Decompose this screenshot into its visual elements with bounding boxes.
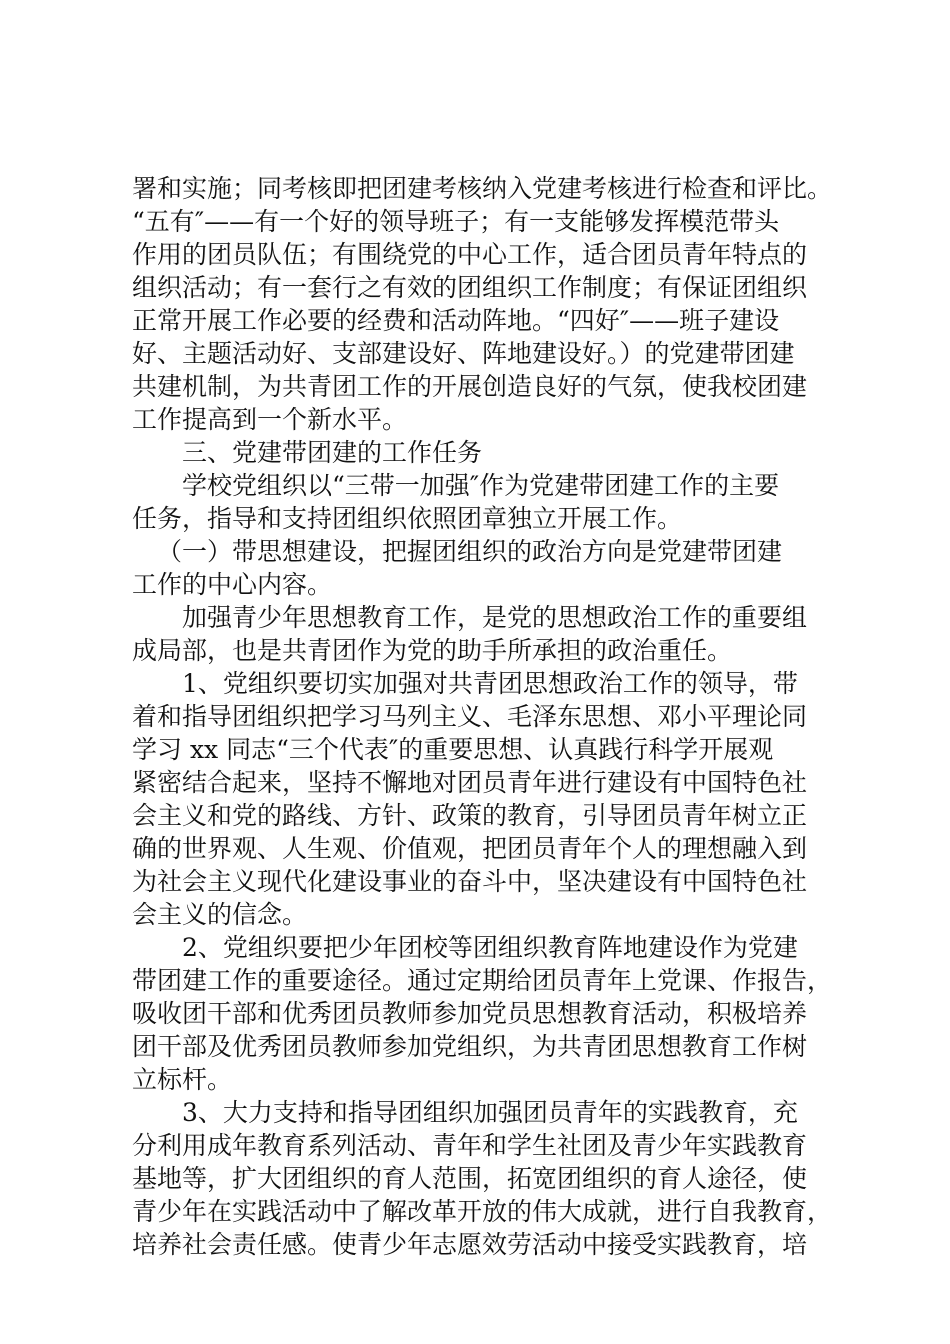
text-line: 团干部及优秀团员教师参加党组织，为共青团思想教育工作树 xyxy=(132,1032,808,1061)
text-line: 着和指导团组织把学习马列主义、毛泽东思想、邓小平理论同 xyxy=(132,702,808,731)
text-line: 作用的团员队伍；有围绕党的中心工作，适合团员青年特点的 xyxy=(132,240,808,269)
text-line: 分利用成年教育系列活动、青年和学生社团及青少年实践教育 xyxy=(132,1131,808,1160)
text-line: 工作提高到一个新水平。 xyxy=(132,405,408,434)
text-line: 成局部，也是共青团作为党的助手所承担的政治重任。 xyxy=(132,636,733,665)
text-line: 学校党组织以“三带一加强″作为党建带团建工作的主要 xyxy=(182,471,780,500)
text-line: 为社会主义现代化建设事业的奋斗中，坚决建设有中国特色社 xyxy=(132,867,808,896)
text-line: “五有″——有一个好的领导班子；有一支能够发挥模范带头 xyxy=(132,207,780,236)
text-line: 会主义的信念。 xyxy=(132,900,308,929)
section-heading: 三、党建带团建的工作任务 xyxy=(182,438,483,467)
text-line: 3、大力支持和指导团组织加强团员青年的实践教育，充 xyxy=(182,1098,798,1127)
text-line: 带团建工作的重要途径。通过定期给团员青年上党课、作报告， xyxy=(132,966,833,995)
text-line: 培养社会责任感。使青少年志愿效劳活动中接受实践教育，培 xyxy=(132,1230,808,1259)
text-line: 学习 xx 同志“三个代表″的重要思想、认真践行科学开展观 xyxy=(132,735,774,764)
text-line: 署和实施；同考核即把团建考核纳入党建考核进行检查和评比。 xyxy=(132,174,833,203)
text-line: 1、党组织要切实加强对共青团思想政治工作的领导，带 xyxy=(182,669,798,698)
text-line: 共建机制，为共青团工作的开展创造良好的气氛，使我校团建 xyxy=(132,372,808,401)
text-line: 青少年在实践活动中了解改革开放的伟大成就，进行自我教育， xyxy=(132,1197,833,1226)
text-line: 正常开展工作必要的经费和活动阵地。“四好″——班子建设 xyxy=(132,306,780,335)
text-line: 确的世界观、人生观、价值观，把团员青年个人的理想融入到 xyxy=(132,834,808,863)
document-page xyxy=(132,172,832,1261)
text-line: 任务，指导和支持团组织依照团章独立开展工作。 xyxy=(132,504,683,533)
text-line: 基地等，扩大团组织的育人范围，拓宽团组织的育人途径，使 xyxy=(132,1164,808,1193)
text-line: 工作的中心内容。 xyxy=(132,570,333,599)
subsection-heading: （一）带思想建设，把握团组织的政治方向是党建带团建 xyxy=(157,537,783,566)
text-line: 好、主题活动好、支部建设好、阵地建设好。）的党建带团建 xyxy=(132,339,795,368)
text-line: 加强青少年思想教育工作，是党的思想政治工作的重要组 xyxy=(182,603,808,632)
text-line: 会主义和党的路线、方针、政策的教育，引导团员青年树立正 xyxy=(132,801,808,830)
text-line: 紧密结合起来，坚持不懈地对团员青年进行建设有中国特色社 xyxy=(132,768,808,797)
text-line: 2、党组织要把少年团校等团组织教育阵地建设作为党建 xyxy=(182,933,798,962)
text-line: 立标杆。 xyxy=(132,1065,233,1094)
text-line: 组织活动；有一套行之有效的团组织工作制度；有保证团组织 xyxy=(132,273,808,302)
text-line: 吸收团干部和优秀团员教师参加党员思想教育活动，积极培养 xyxy=(132,999,808,1028)
